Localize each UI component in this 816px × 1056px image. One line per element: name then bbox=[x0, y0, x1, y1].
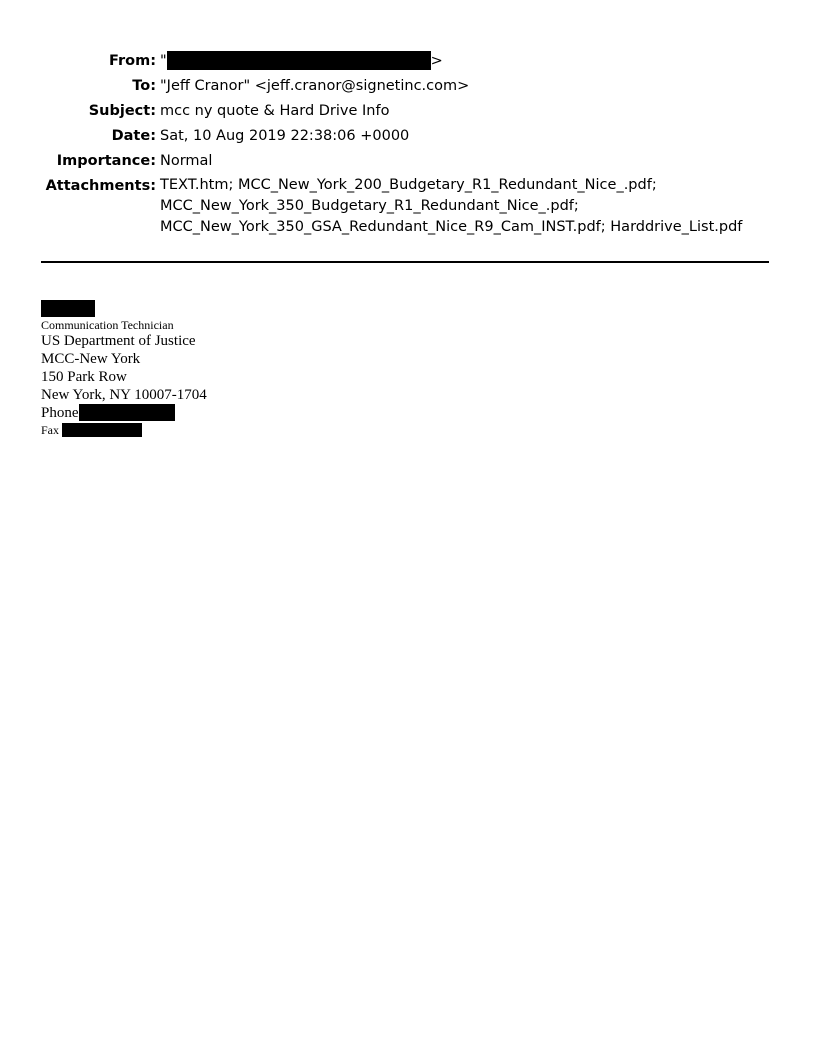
date-label: Date: bbox=[111, 128, 156, 144]
attachment-line: MCC_New_York_350_GSA_Redundant_Nice_R9_Cam_INST.pdf; Harddrive_List.pdf bbox=[160, 219, 743, 235]
name-redaction-block bbox=[41, 300, 95, 317]
to-row bbox=[0, 75, 816, 100]
signature-city: New York, NY 10007-1704 bbox=[41, 387, 207, 403]
signature-org: US Department of Justice bbox=[41, 333, 196, 349]
from-redaction-block bbox=[167, 51, 431, 70]
date-value: Sat, 10 Aug 2019 22:38:06 +0000 bbox=[160, 128, 410, 144]
attachments-label: Attachments: bbox=[45, 178, 156, 194]
signature-block bbox=[41, 300, 207, 438]
subject-label: Subject: bbox=[88, 103, 156, 119]
from-row bbox=[0, 50, 816, 75]
email-header bbox=[0, 50, 816, 235]
importance-row bbox=[0, 150, 816, 175]
signature-facility: MCC-New York bbox=[41, 351, 141, 367]
from-value bbox=[160, 50, 780, 72]
attachment-line: MCC_New_York_350_Budgetary_R1_Redundant_Nice_.pdf; bbox=[160, 198, 579, 214]
phone-redaction-block bbox=[79, 404, 175, 421]
attachments-list bbox=[160, 175, 780, 238]
to-label: To: bbox=[132, 78, 156, 94]
from-suffix: > bbox=[430, 53, 443, 69]
importance-value: Normal bbox=[160, 153, 213, 169]
phone-label: Phone bbox=[41, 405, 79, 421]
attachment-line: TEXT.htm; MCC_New_York_200_Budgetary_R1_Redundant_Nice_.pdf; bbox=[160, 177, 657, 193]
subject-value: mcc ny quote & Hard Drive Info bbox=[160, 103, 390, 119]
importance-label: Importance: bbox=[56, 153, 156, 169]
header-divider bbox=[41, 261, 769, 263]
attachments-row bbox=[0, 175, 816, 235]
from-label: From: bbox=[109, 53, 156, 69]
signature-fax bbox=[41, 422, 207, 438]
signature-title: Communication Technician bbox=[41, 318, 174, 332]
fax-label: Fax bbox=[41, 423, 59, 438]
subject-row bbox=[0, 100, 816, 125]
from-prefix: " bbox=[160, 53, 167, 69]
signature-phone bbox=[41, 404, 207, 422]
fax-redaction-block bbox=[62, 423, 142, 437]
signature-street: 150 Park Row bbox=[41, 369, 127, 385]
date-row bbox=[0, 125, 816, 150]
to-value: "Jeff Cranor" <jeff.cranor@signetinc.com> bbox=[160, 78, 470, 94]
